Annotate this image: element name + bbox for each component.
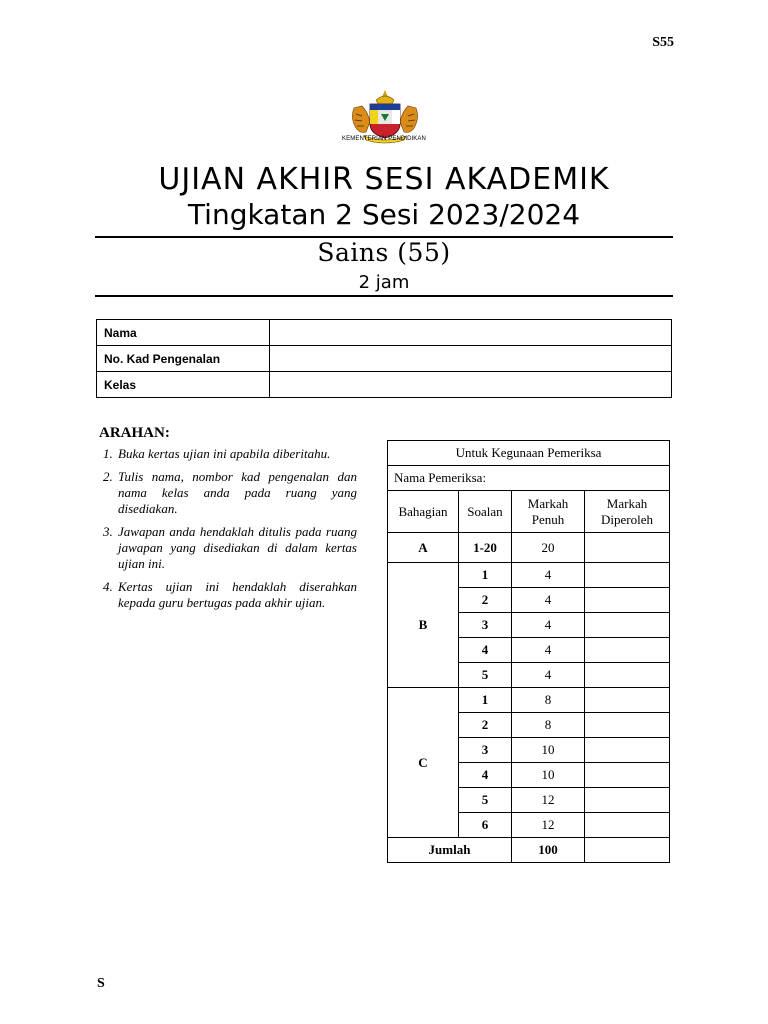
- section-b-question: 2: [459, 588, 512, 613]
- instruction-text: Kertas ujian ini hendaklah diserahkan kepada guru bertugas pada akhir ujian.: [118, 579, 357, 610]
- section-c-full-marks: 8: [512, 713, 585, 738]
- section-b-full-marks: 4: [512, 613, 585, 638]
- section-b-label: B: [388, 563, 459, 688]
- ic-label: No. Kad Pengenalan: [97, 346, 270, 372]
- instructions-title: ARAHAN:: [99, 425, 170, 441]
- instruction-number: 2.: [103, 469, 113, 484]
- instruction-text: Jawapan anda hendaklah ditulis pada ruang jawapan yang disediakan di dalam kertas ujian ini.: [118, 524, 357, 571]
- section-c-obtained[interactable]: [585, 688, 670, 713]
- section-b-question: 1: [459, 563, 512, 588]
- section-c-obtained[interactable]: [585, 813, 670, 838]
- header-question: Soalan: [459, 491, 512, 533]
- header-section: Bahagian: [388, 491, 459, 533]
- class-field[interactable]: [270, 372, 672, 398]
- examiner-use-title: Untuk Kegunaan Pemeriksa: [388, 441, 670, 466]
- section-c-question: 3: [459, 738, 512, 763]
- name-field[interactable]: [270, 320, 672, 346]
- section-b-question: 5: [459, 663, 512, 688]
- section-b-question: 4: [459, 638, 512, 663]
- section-a-full-marks: 20: [512, 533, 585, 563]
- paper-code: S55: [652, 35, 674, 50]
- instruction-number: 3.: [103, 524, 113, 539]
- section-c-question: 6: [459, 813, 512, 838]
- total-label: Jumlah: [388, 838, 512, 863]
- class-label: Kelas: [97, 372, 270, 398]
- section-a-obtained[interactable]: [585, 533, 670, 563]
- instruction-text: Tulis nama, nombor kad pengenalan dan nama kelas anda pada ruang yang disediakan.: [118, 469, 357, 516]
- exam-duration: 2 jam: [358, 272, 410, 293]
- subject-title: Sains (55): [317, 238, 451, 267]
- instructions-list: [99, 446, 357, 618]
- bottom-divider: [95, 295, 673, 297]
- section-c-full-marks: 12: [512, 813, 585, 838]
- instruction-number: 4.: [103, 579, 113, 594]
- section-c-full-marks: 12: [512, 788, 585, 813]
- section-a-label: A: [388, 533, 459, 563]
- total-obtained[interactable]: [585, 838, 670, 863]
- candidate-info-table: [96, 319, 672, 398]
- footer-mark: S: [97, 976, 105, 991]
- section-c-obtained[interactable]: [585, 713, 670, 738]
- section-b-full-marks: 4: [512, 663, 585, 688]
- section-c-question: 4: [459, 763, 512, 788]
- section-b-obtained[interactable]: [585, 588, 670, 613]
- section-c-question: 1: [459, 688, 512, 713]
- instruction-item: [99, 524, 357, 572]
- section-b-obtained[interactable]: [585, 663, 670, 688]
- header-marks-obtained: Markah Diperoleh: [585, 491, 670, 533]
- instruction-item: [99, 446, 357, 462]
- section-c-obtained[interactable]: [585, 763, 670, 788]
- total-full-marks: 100: [512, 838, 585, 863]
- section-c-full-marks: 10: [512, 738, 585, 763]
- exam-title: UJIAN AKHIR SESI AKADEMIK: [158, 162, 610, 197]
- instruction-item: [99, 579, 357, 611]
- section-c-question: 5: [459, 788, 512, 813]
- section-c-obtained[interactable]: [585, 788, 670, 813]
- section-c-full-marks: 10: [512, 763, 585, 788]
- name-row: [97, 320, 672, 346]
- section-b-full-marks: 4: [512, 638, 585, 663]
- section-a-questions: 1-20: [459, 533, 512, 563]
- instruction-text: Buka kertas ujian ini apabila diberitahu.: [118, 446, 331, 461]
- ic-row: [97, 346, 672, 372]
- instruction-number: 1.: [103, 446, 113, 461]
- class-row: [97, 372, 672, 398]
- exam-subtitle: Tingkatan 2 Sesi 2023/2024: [187, 198, 581, 231]
- ministry-caption: KEMENTERIAN PENDIDIKAN: [342, 136, 426, 142]
- section-b-question: 3: [459, 613, 512, 638]
- section-c-obtained[interactable]: [585, 738, 670, 763]
- name-label: Nama: [97, 320, 270, 346]
- section-b-obtained[interactable]: [585, 563, 670, 588]
- section-c-question: 2: [459, 713, 512, 738]
- instruction-item: [99, 469, 357, 517]
- examiner-name-field[interactable]: Nama Pemeriksa:: [388, 466, 670, 491]
- section-b-full-marks: 4: [512, 563, 585, 588]
- header-full-marks: Markah Penuh: [512, 491, 585, 533]
- examiner-mark-table: [387, 440, 670, 863]
- section-b-full-marks: 4: [512, 588, 585, 613]
- section-c-full-marks: 8: [512, 688, 585, 713]
- section-b-obtained[interactable]: [585, 613, 670, 638]
- ic-field[interactable]: [270, 346, 672, 372]
- section-b-obtained[interactable]: [585, 638, 670, 663]
- section-c-label: C: [388, 688, 459, 838]
